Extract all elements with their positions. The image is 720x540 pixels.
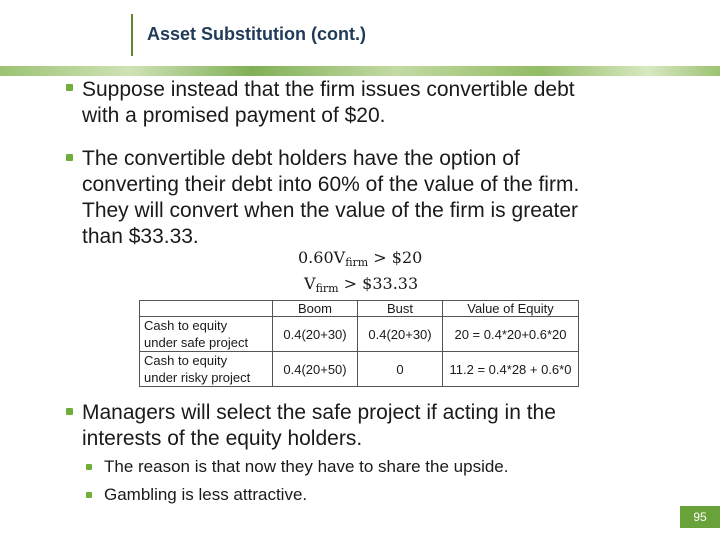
row-label-line: Cash to equity: [144, 318, 228, 333]
table-header-value: Value of Equity: [443, 301, 579, 317]
sub-bullet-1: The reason is that now they have to share the upside.: [104, 457, 509, 476]
bullet-line: Suppose instead that the firm issues convertible debt: [82, 78, 575, 101]
row-label-line: Cash to equity: [144, 353, 228, 368]
table-row: [140, 317, 579, 352]
sub-bullet-2: Gambling is less attractive.: [104, 485, 308, 504]
cell-value: 20 = 0.4*20+0.6*20: [443, 317, 579, 352]
eq-part: V: [304, 274, 316, 293]
sub-bullet-icon: [86, 492, 92, 498]
table-header-row: [140, 301, 579, 317]
payoff-table: [139, 300, 579, 387]
title-bar: [131, 14, 366, 56]
bullet-line: The convertible debt holders have the option of: [82, 147, 520, 170]
bullet-1-text: [82, 77, 575, 129]
cell-value: 11.2 = 0.4*28 + 0.6*0: [443, 352, 579, 387]
equation-threshold: [304, 274, 418, 295]
row-label: [140, 352, 273, 387]
bullet-line: Managers will select the safe project if acting in the: [82, 401, 556, 424]
row-label-line: under risky project: [144, 370, 251, 385]
bullet-line: They will convert when the value of the firm is greater: [82, 199, 579, 222]
eq-part: > $33.33: [338, 274, 419, 293]
table-header-bust: Bust: [358, 301, 443, 317]
eq-part: > $20: [368, 248, 423, 267]
decorative-band: [0, 66, 720, 76]
bullet-line: than $33.33.: [82, 225, 199, 248]
bullet-line: with a promised payment of $20.: [82, 104, 386, 127]
row-label: [140, 317, 273, 352]
sub-bullet-icon: [86, 464, 92, 470]
cell-boom: 0.4(20+30): [273, 317, 358, 352]
equation-convert: [298, 248, 422, 269]
cell-bust: 0.4(20+30): [358, 317, 443, 352]
bullet-line: interests of the equity holders.: [82, 427, 363, 450]
bullet-icon: [66, 408, 73, 415]
bullet-2-text: [82, 146, 579, 250]
table-header-empty: [140, 301, 273, 317]
eq-subscript: firm: [345, 256, 369, 269]
cell-bust: 0: [358, 352, 443, 387]
slide-title: Asset Substitution (cont.): [147, 24, 366, 44]
bullet-icon: [66, 84, 73, 91]
page-number: 95: [680, 506, 720, 528]
eq-subscript: firm: [315, 282, 339, 295]
table-header-boom: Boom: [273, 301, 358, 317]
bullet-line: converting their debt into 60% of the value of the firm.: [82, 173, 580, 196]
cell-boom: 0.4(20+50): [273, 352, 358, 387]
bullet-3-text: [82, 400, 556, 452]
row-label-line: under safe project: [144, 335, 249, 350]
table-row: [140, 352, 579, 387]
bullet-icon: [66, 154, 73, 161]
eq-part: 0.60V: [298, 248, 346, 267]
